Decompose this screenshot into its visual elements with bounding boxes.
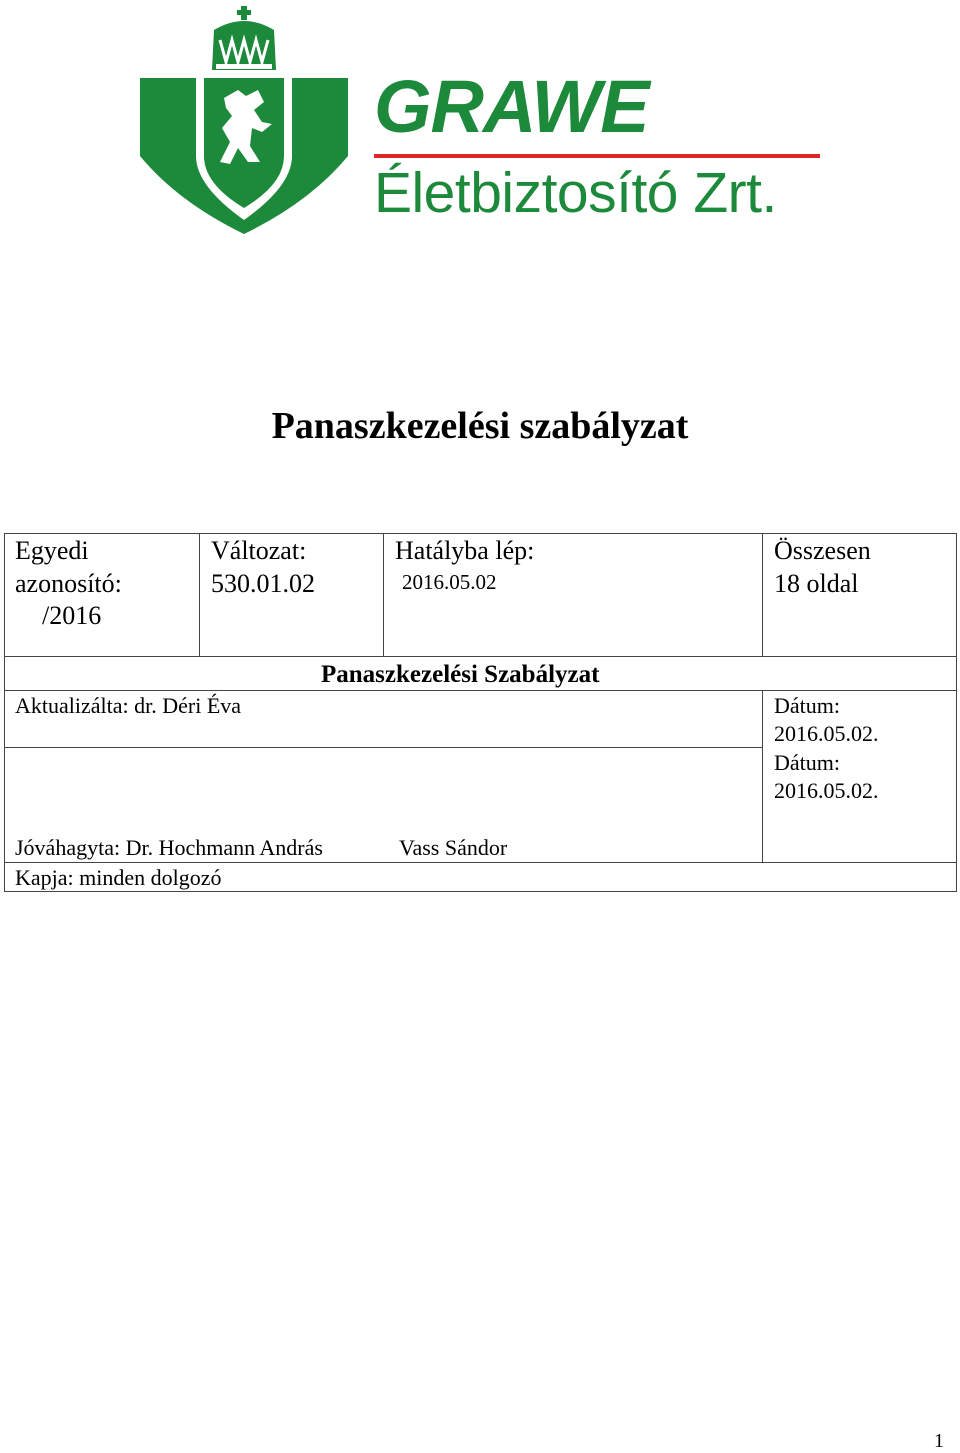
date-value-1: 2016.05.02. (774, 721, 879, 746)
brand-name: GRAWE (374, 65, 649, 148)
date-label-2: Dátum: (774, 750, 840, 775)
page-number: 1 (934, 1430, 944, 1452)
date-value-2: 2016.05.02. (774, 778, 879, 803)
id-label-2: azonosító: (15, 569, 122, 598)
approved-by-2: Vass Sándor (399, 835, 508, 860)
total-label: Összesen (774, 536, 871, 565)
brand-subtitle: Életbiztosító Zrt. (374, 161, 777, 225)
document-title: Panaszkezelési szabályzat (271, 405, 689, 447)
effective-value: 2016.05.02 (402, 570, 497, 594)
version-value: 530.01.02 (211, 569, 315, 598)
approved-by: Jóváhagyta: Dr. Hochmann András (15, 835, 323, 860)
brand-rule (374, 154, 820, 158)
effective-label: Hatályba lép: (395, 536, 535, 565)
version-label: Változat: (211, 536, 307, 565)
updated-by: Aktualizálta: dr. Déri Éva (15, 693, 242, 718)
recipients: Kapja: minden dolgozó (15, 865, 222, 890)
id-label: Egyedi (15, 536, 89, 565)
regulation-title: Panaszkezelési Szabályzat (321, 661, 600, 688)
date-label-1: Dátum: (774, 693, 840, 718)
id-value: /2016 (42, 601, 102, 630)
total-value: 18 oldal (774, 569, 859, 598)
